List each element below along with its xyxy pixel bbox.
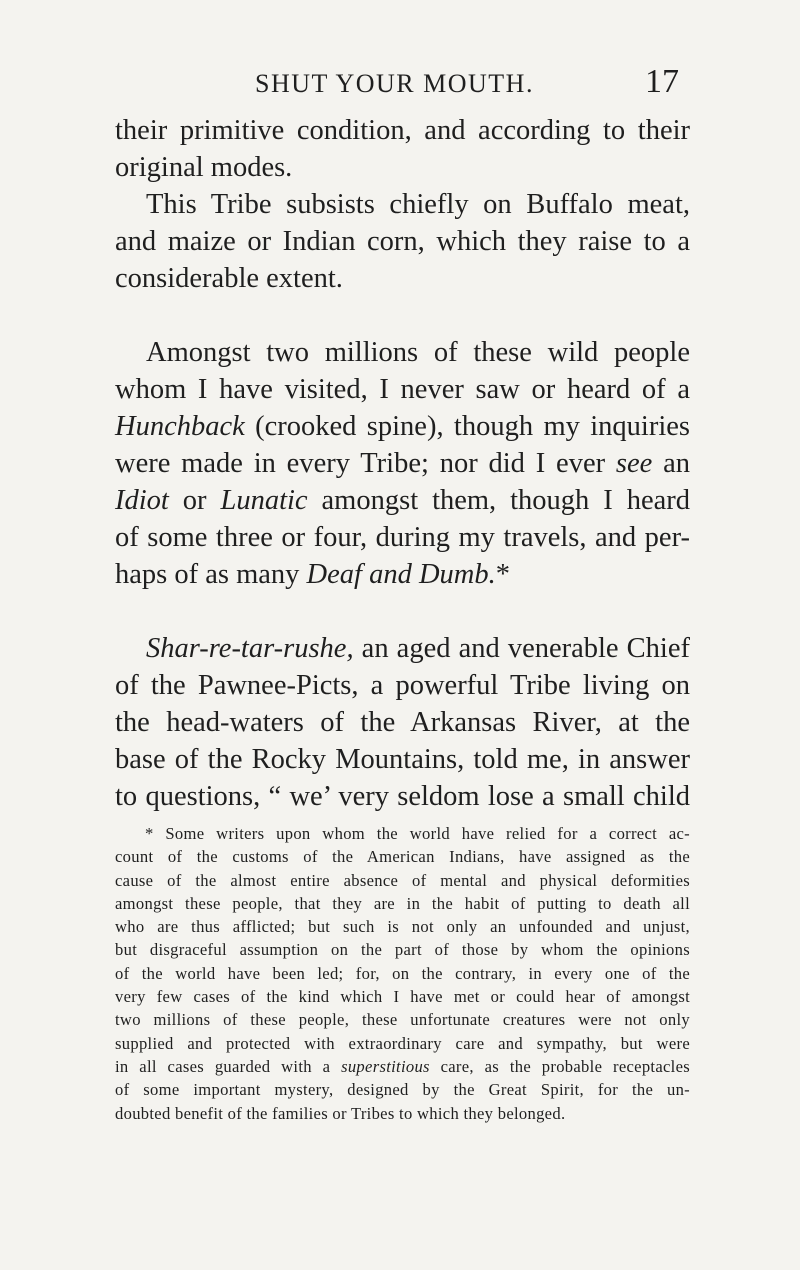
footnote-line: who are thus afflicted; but such is not only an unfounded and unjust,: [115, 917, 690, 937]
text-line: considerable extent.: [115, 263, 343, 294]
text-line: whom I have visited, I never saw or heard of a: [115, 374, 690, 405]
footnote-line: doubted benefit of the families or Tribes to which they belonged.: [115, 1103, 566, 1123]
text-run: an aged and venerable Chief: [353, 633, 690, 664]
footnote-line: supplied and protected with extraordinary care and sympathy, but were: [115, 1033, 690, 1053]
footnote-line: two millions of these people, these unfortunate creatures were not only: [115, 1010, 690, 1030]
body-text: [115, 112, 690, 815]
paragraph-2: [115, 186, 690, 297]
page-number: 17: [645, 63, 679, 100]
text-line: [115, 556, 690, 593]
footnote-line: but disgraceful assumption on the part of those by whom the opinions: [115, 940, 690, 960]
paragraph-4: [115, 630, 690, 815]
italic-term: Deaf and Dumb.: [306, 559, 496, 590]
text-run: care, as the probable receptacles: [429, 1056, 690, 1076]
text-line: the head-waters of the Arkansas River, at the: [115, 707, 690, 738]
footnote-line: of some important mystery, designed by the Great Spirit, for the un-: [115, 1080, 690, 1100]
text-line: of some three or four, during my travels, and per-: [115, 522, 690, 553]
text-line: [115, 408, 690, 445]
text-line: [115, 445, 690, 482]
text-line: base of the Rocky Mountains, told me, in answer: [115, 744, 690, 775]
text-run: were made in every Tribe; nor did I ever: [115, 448, 616, 479]
footnote-line: cause of the almost entire absence of mental and physical deformities: [115, 870, 690, 890]
footnote-line: very few cases of the kind which I have met or could hear of amongst: [115, 987, 690, 1007]
footnote-line: of the world have been led; for, on the contrary, in every one of the: [115, 963, 690, 983]
footnote-line: amongst these people, that they are in the habit of putting to death all: [115, 893, 690, 913]
text-line: and maize or Indian corn, which they raise to a: [115, 226, 690, 257]
footnote-marker: *: [495, 559, 510, 590]
text-line: [115, 482, 690, 519]
text-run: haps of as many: [115, 559, 307, 590]
paragraph-1: [115, 112, 690, 186]
text-line: This Tribe subsists chiefly on Buffalo meat,: [146, 189, 690, 220]
running-title: SHUT YOUR MOUTH.: [255, 69, 534, 98]
italic-term: Idiot: [115, 485, 169, 516]
italic-term: Lunatic: [220, 485, 308, 516]
italic-term: see: [615, 448, 653, 479]
italic-term: superstitious: [341, 1056, 430, 1076]
text-line: their primitive condition, and according to their: [115, 115, 690, 146]
footnote-line: count of the customs of the American Indians, have assigned as the: [115, 847, 690, 867]
text-run: amongst them, though I heard: [307, 485, 690, 516]
text-run: in all cases guarded with a: [115, 1056, 342, 1076]
text-line: original modes.: [115, 152, 293, 183]
text-line: [115, 630, 690, 667]
footnote-line: * Some writers upon whom the world have relied for a correct ac-: [145, 824, 690, 843]
text-run: an: [652, 448, 690, 479]
text-line: Amongst two millions of these wild people: [146, 337, 690, 368]
running-head: [0, 64, 800, 104]
footnote: [115, 822, 690, 1125]
italic-name: Shar-re-tar-rushe,: [146, 633, 354, 664]
footnote-line: [115, 1055, 690, 1078]
text-run: (crooked spine), though my inquiries: [244, 411, 690, 442]
text-line: of the Pawnee-Picts, a powerful Tribe living on: [115, 670, 690, 701]
paragraph-3: [115, 334, 690, 593]
italic-term: Hunchback: [115, 411, 245, 442]
text-run: or: [168, 485, 221, 516]
text-line: to questions, “ we’ very seldom lose a small child: [115, 781, 690, 812]
